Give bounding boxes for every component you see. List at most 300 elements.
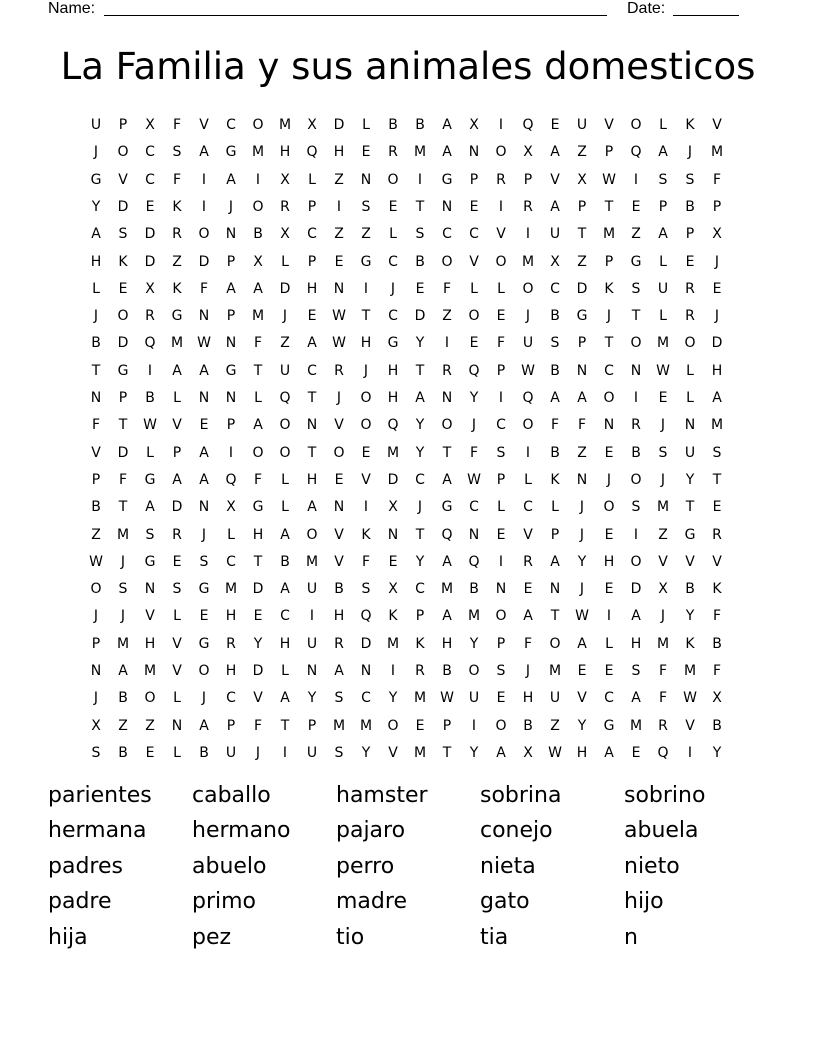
grid-letter[interactable]: E [145,198,155,215]
grid-letter[interactable]: S [496,663,506,679]
grid-letter[interactable]: B [469,581,479,598]
grid-letter[interactable]: H [630,635,642,652]
grid-letter[interactable]: A [307,335,317,352]
grid-letter[interactable]: J [579,526,585,543]
grid-letter[interactable]: J [714,253,720,270]
grid-letter[interactable]: O [522,280,534,297]
grid-letter[interactable]: H [252,526,264,543]
grid-letter[interactable]: V [91,444,101,461]
grid-letter[interactable]: H [306,471,318,488]
grid-letter[interactable]: M [359,717,373,734]
grid-letter[interactable]: J [660,471,666,488]
grid-letter[interactable]: E [550,117,560,133]
grid-letter[interactable]: R [685,280,695,297]
grid-letter[interactable]: Y [253,635,263,652]
grid-letter[interactable]: S [118,226,128,243]
grid-letter[interactable]: M [251,144,265,161]
grid-letter[interactable]: D [387,471,399,488]
grid-letter[interactable]: P [307,717,317,734]
grid-letter[interactable]: S [658,444,668,461]
grid-letter[interactable]: S [172,581,182,598]
grid-letter[interactable]: I [471,717,477,734]
grid-letter[interactable]: B [550,444,560,461]
grid-letter[interactable]: C [145,171,155,188]
grid-letter[interactable]: G [576,308,588,325]
grid-letter[interactable]: P [172,444,182,461]
grid-letter[interactable]: V [172,417,182,434]
grid-letter[interactable]: I [363,499,369,516]
grid-letter[interactable]: N [198,308,210,325]
grid-letter[interactable]: E [388,198,398,215]
grid-letter[interactable]: X [91,717,101,734]
grid-letter[interactable]: V [145,608,155,625]
grid-letter[interactable]: L [173,390,181,406]
grid-letter[interactable]: X [523,744,533,761]
grid-letter[interactable]: Z [334,226,344,243]
grid-letter[interactable]: A [199,144,209,161]
grid-letter[interactable]: S [91,744,101,761]
grid-letter[interactable]: R [496,171,506,188]
grid-letter[interactable]: T [253,553,263,570]
grid-letter[interactable]: K [388,608,398,625]
grid-letter[interactable]: O [468,663,480,679]
grid-letter[interactable]: D [630,581,642,598]
grid-letter[interactable]: E [604,663,614,679]
grid-letter[interactable]: T [415,198,425,215]
grid-letter[interactable]: W [89,553,103,570]
grid-letter[interactable]: L [389,226,397,243]
grid-letter[interactable]: C [415,581,425,598]
grid-letter[interactable]: Q [225,471,237,488]
grid-letter[interactable]: W [656,362,670,379]
grid-letter[interactable]: S [361,581,371,598]
grid-letter[interactable]: M [710,144,724,161]
grid-letter[interactable]: J [363,362,369,379]
grid-letter[interactable]: M [710,417,724,434]
grid-letter[interactable]: O [252,444,264,461]
grid-letter[interactable]: I [498,198,504,215]
grid-letter[interactable]: N [90,390,102,406]
grid-letter[interactable]: A [550,198,560,215]
grid-letter[interactable]: A [199,444,209,461]
grid-letter[interactable]: L [254,390,262,406]
grid-letter[interactable]: F [658,690,668,707]
grid-letter[interactable]: P [118,117,128,133]
grid-letter[interactable]: L [659,308,667,325]
grid-letter[interactable]: A [91,226,101,243]
grid-letter[interactable]: I [633,390,639,406]
grid-letter[interactable]: Y [91,198,101,215]
grid-letter[interactable]: L [659,253,667,270]
grid-letter[interactable]: I [498,117,504,133]
grid-letter[interactable]: B [280,553,290,570]
grid-letter[interactable]: M [386,635,400,652]
grid-letter[interactable]: F [577,417,587,434]
grid-letter[interactable]: F [712,171,722,188]
grid-letter[interactable]: V [496,226,506,243]
grid-letter[interactable]: E [334,253,344,270]
grid-letter[interactable]: K [415,635,425,652]
grid-letter[interactable]: N [225,226,237,243]
grid-letter[interactable]: J [93,144,99,161]
grid-letter[interactable]: N [576,471,588,488]
grid-letter[interactable]: P [118,390,128,406]
grid-letter[interactable]: I [444,335,450,352]
grid-letter[interactable]: T [685,499,695,516]
grid-letter[interactable]: B [91,335,101,352]
grid-letter[interactable]: M [170,335,184,352]
grid-letter[interactable]: Y [577,717,587,734]
grid-letter[interactable]: U [576,117,588,133]
grid-letter[interactable]: P [226,717,236,734]
grid-letter[interactable]: I [336,198,342,215]
grid-letter[interactable]: O [198,226,210,243]
grid-letter[interactable]: B [712,635,722,652]
grid-letter[interactable]: R [388,144,398,161]
grid-letter[interactable]: S [172,144,182,161]
grid-letter[interactable]: X [550,253,560,270]
grid-letter[interactable]: X [388,499,398,516]
grid-letter[interactable]: B [685,581,695,598]
grid-letter[interactable]: M [116,526,130,543]
grid-letter[interactable]: B [118,690,128,707]
grid-letter[interactable]: U [306,635,318,652]
grid-letter[interactable]: L [686,362,694,379]
grid-letter[interactable]: P [577,335,587,352]
grid-letter[interactable]: D [576,280,588,297]
grid-letter[interactable]: N [333,499,345,516]
grid-letter[interactable]: O [198,663,210,679]
grid-letter[interactable]: J [714,308,720,325]
grid-letter[interactable]: B [118,744,128,761]
grid-letter[interactable]: E [361,144,371,161]
grid-letter[interactable]: N [225,335,237,352]
grid-letter[interactable]: Z [334,171,344,188]
grid-letter[interactable]: S [199,553,209,570]
grid-letter[interactable]: C [442,226,452,243]
grid-letter[interactable]: J [201,690,207,707]
grid-letter[interactable]: S [118,581,128,598]
grid-letter[interactable]: N [684,417,696,434]
grid-letter[interactable]: V [199,117,209,133]
grid-letter[interactable]: O [144,690,156,707]
grid-letter[interactable]: A [550,144,560,161]
grid-letter[interactable]: P [91,635,101,652]
grid-letter[interactable]: Y [712,744,722,761]
grid-letter[interactable]: S [631,663,641,679]
grid-letter[interactable]: S [334,690,344,707]
grid-letter[interactable]: N [225,390,237,406]
grid-letter[interactable]: Z [658,526,668,543]
grid-letter[interactable]: T [415,526,425,543]
grid-letter[interactable]: A [442,471,452,488]
grid-letter[interactable]: N [90,663,102,679]
grid-letter[interactable]: P [415,608,425,625]
grid-letter[interactable]: X [712,690,722,707]
grid-letter[interactable]: T [604,198,614,215]
grid-letter[interactable]: G [225,144,237,161]
grid-letter[interactable]: S [631,280,641,297]
grid-letter[interactable]: L [92,280,100,297]
grid-letter[interactable]: O [549,635,561,652]
grid-letter[interactable]: C [388,308,398,325]
grid-letter[interactable]: R [631,417,641,434]
grid-letter[interactable]: G [360,253,372,270]
grid-letter[interactable]: G [387,335,399,352]
grid-letter[interactable]: H [279,635,291,652]
grid-letter[interactable]: Z [631,226,641,243]
grid-letter[interactable]: L [227,526,235,543]
grid-letter[interactable]: G [441,171,453,188]
grid-letter[interactable]: D [171,499,183,516]
grid-letter[interactable]: G [684,526,696,543]
grid-letter[interactable]: O [360,417,372,434]
grid-letter[interactable]: M [413,744,427,761]
grid-letter[interactable]: A [442,608,452,625]
grid-letter[interactable]: J [417,499,423,516]
grid-letter[interactable]: E [388,553,398,570]
grid-letter[interactable]: I [201,198,207,215]
grid-letter[interactable]: D [711,335,723,352]
grid-letter[interactable]: X [226,499,236,516]
grid-letter[interactable]: T [442,444,452,461]
grid-letter[interactable]: L [173,690,181,707]
grid-letter[interactable]: S [334,744,344,761]
grid-letter[interactable]: H [279,144,291,161]
grid-letter[interactable]: X [145,280,155,297]
grid-letter[interactable]: D [333,117,345,133]
grid-letter[interactable]: G [441,499,453,516]
grid-letter[interactable]: Q [522,390,534,406]
grid-letter[interactable]: T [604,335,614,352]
grid-letter[interactable]: H [360,335,372,352]
grid-letter[interactable]: H [441,635,453,652]
grid-letter[interactable]: A [712,390,722,406]
grid-letter[interactable]: E [631,198,641,215]
grid-letter[interactable]: R [280,198,290,215]
grid-letter[interactable]: N [360,663,372,679]
grid-letter[interactable]: N [387,526,399,543]
grid-letter[interactable]: W [440,690,454,707]
grid-letter[interactable]: R [442,362,452,379]
grid-letter[interactable]: U [90,117,102,133]
grid-letter[interactable]: F [442,280,452,297]
grid-letter[interactable]: M [521,253,535,270]
grid-letter[interactable]: A [550,553,560,570]
grid-letter[interactable]: Z [442,308,452,325]
grid-letter[interactable]: E [361,444,371,461]
grid-letter[interactable]: V [334,553,344,570]
grid-letter[interactable]: A [172,362,182,379]
grid-letter[interactable]: T [577,226,587,243]
grid-letter[interactable]: O [333,444,345,461]
grid-letter[interactable]: L [173,744,181,761]
grid-letter[interactable]: A [253,280,263,297]
grid-letter[interactable]: S [631,499,641,516]
grid-letter[interactable]: N [630,362,642,379]
grid-letter[interactable]: S [658,171,668,188]
grid-letter[interactable]: X [280,226,290,243]
grid-letter[interactable]: S [415,226,425,243]
grid-letter[interactable]: A [658,226,668,243]
grid-letter[interactable]: A [523,608,533,625]
grid-letter[interactable]: X [577,171,587,188]
grid-letter[interactable]: J [660,417,666,434]
grid-letter[interactable]: Y [415,553,425,570]
grid-letter[interactable]: H [387,362,399,379]
grid-letter[interactable]: J [201,526,207,543]
grid-letter[interactable]: C [388,253,398,270]
grid-letter[interactable]: Q [387,417,399,434]
grid-letter[interactable]: E [496,308,506,325]
grid-letter[interactable]: B [253,226,263,243]
grid-letter[interactable]: O [684,335,696,352]
grid-letter[interactable]: B [550,308,560,325]
grid-letter[interactable]: N [549,581,561,598]
grid-letter[interactable]: M [656,635,670,652]
grid-letter[interactable]: T [712,471,722,488]
grid-letter[interactable]: I [228,444,234,461]
grid-letter[interactable]: Z [172,253,182,270]
grid-letter[interactable]: I [633,171,639,188]
grid-letter[interactable]: D [144,226,156,243]
grid-letter[interactable]: F [469,444,479,461]
grid-letter[interactable]: C [469,226,479,243]
grid-letter[interactable]: J [336,390,342,406]
grid-letter[interactable]: A [280,690,290,707]
grid-letter[interactable]: V [685,553,695,570]
grid-letter[interactable]: N [495,581,507,598]
grid-letter[interactable]: F [550,417,560,434]
grid-letter[interactable]: P [496,471,506,488]
grid-letter[interactable]: I [606,608,612,625]
grid-letter[interactable]: V [118,171,128,188]
grid-letter[interactable]: E [604,444,614,461]
grid-letter[interactable]: C [226,117,236,133]
grid-letter[interactable]: G [117,362,129,379]
grid-letter[interactable]: L [146,444,154,461]
grid-letter[interactable]: B [442,663,452,679]
grid-letter[interactable]: M [305,553,319,570]
grid-letter[interactable]: E [199,608,209,625]
grid-letter[interactable]: K [118,253,128,270]
grid-letter[interactable]: D [252,581,264,598]
grid-letter[interactable]: R [523,553,533,570]
grid-letter[interactable]: L [659,117,667,133]
grid-letter[interactable]: A [307,499,317,516]
grid-letter[interactable]: L [281,663,289,679]
grid-letter[interactable]: O [306,526,318,543]
grid-letter[interactable]: J [525,663,531,679]
grid-letter[interactable]: T [91,362,101,379]
grid-letter[interactable]: L [281,253,289,270]
grid-letter[interactable]: E [307,308,317,325]
grid-letter[interactable]: C [226,690,236,707]
grid-letter[interactable]: C [307,226,317,243]
grid-letter[interactable]: X [145,117,155,133]
grid-letter[interactable]: O [495,608,507,625]
grid-letter[interactable]: B [712,717,722,734]
grid-letter[interactable]: J [282,308,288,325]
grid-letter[interactable]: V [469,253,479,270]
grid-letter[interactable]: Y [415,417,425,434]
grid-letter[interactable]: I [687,744,693,761]
grid-letter[interactable]: A [550,390,560,406]
grid-letter[interactable]: Y [577,553,587,570]
grid-letter[interactable]: Z [577,253,587,270]
grid-letter[interactable]: F [253,471,263,488]
grid-letter[interactable]: K [172,198,182,215]
grid-letter[interactable]: P [550,526,560,543]
grid-letter[interactable]: P [712,198,722,215]
grid-letter[interactable]: B [388,117,398,133]
grid-letter[interactable]: E [631,744,641,761]
grid-letter[interactable]: T [631,308,641,325]
grid-letter[interactable]: L [362,117,370,133]
grid-letter[interactable]: T [442,744,452,761]
grid-letter[interactable]: B [91,499,101,516]
grid-letter[interactable]: O [522,417,534,434]
grid-letter[interactable]: O [387,717,399,734]
grid-letter[interactable]: J [120,608,126,625]
grid-letter[interactable]: X [469,117,479,133]
grid-letter[interactable]: O [630,553,642,570]
grid-letter[interactable]: V [604,117,614,133]
grid-letter[interactable]: W [332,335,346,352]
grid-letter[interactable]: I [525,444,531,461]
grid-letter[interactable]: V [172,663,182,679]
grid-letter[interactable]: Y [388,690,398,707]
grid-letter[interactable]: A [577,635,587,652]
grid-letter[interactable]: M [602,226,616,243]
grid-letter[interactable]: A [631,690,641,707]
grid-letter[interactable]: O [603,499,615,516]
grid-letter[interactable]: W [332,308,346,325]
grid-letter[interactable]: K [712,581,722,598]
grid-letter[interactable]: G [90,171,102,188]
grid-letter[interactable]: C [604,690,614,707]
grid-letter[interactable]: A [145,499,155,516]
grid-letter[interactable]: R [415,663,425,679]
grid-letter[interactable]: S [685,171,695,188]
grid-letter[interactable]: I [309,608,315,625]
grid-letter[interactable]: A [199,717,209,734]
grid-letter[interactable]: E [415,280,425,297]
grid-letter[interactable]: Q [657,744,669,761]
grid-letter[interactable]: E [496,526,506,543]
grid-letter[interactable]: N [360,171,372,188]
grid-letter[interactable]: H [90,253,102,270]
grid-letter[interactable]: E [469,335,479,352]
grid-letter[interactable]: J [93,608,99,625]
grid-letter[interactable]: A [658,144,668,161]
grid-letter[interactable]: L [281,471,289,488]
grid-letter[interactable]: J [687,144,693,161]
grid-letter[interactable]: C [145,144,155,161]
grid-letter[interactable]: A [577,390,587,406]
grid-letter[interactable]: D [117,444,129,461]
grid-letter[interactable]: Q [360,608,372,625]
grid-letter[interactable]: F [91,417,101,434]
grid-letter[interactable]: A [442,553,452,570]
grid-letter[interactable]: I [498,390,504,406]
grid-letter[interactable]: U [684,444,696,461]
grid-letter[interactable]: Z [550,717,560,734]
grid-letter[interactable]: A [226,280,236,297]
grid-letter[interactable]: Z [577,144,587,161]
grid-letter[interactable]: O [117,308,129,325]
grid-letter[interactable]: M [386,444,400,461]
